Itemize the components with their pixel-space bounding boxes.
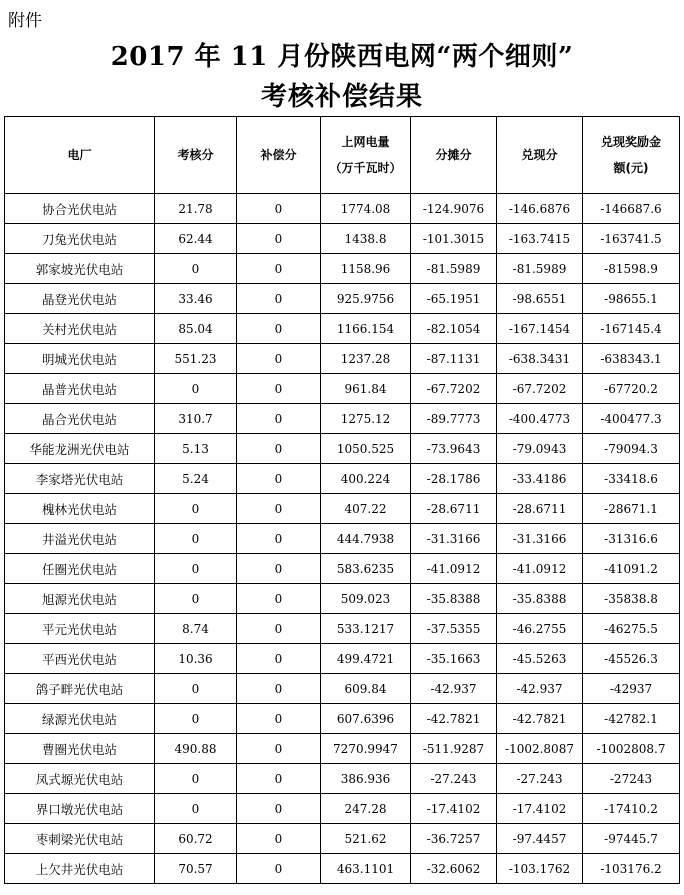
share-cell: -35.8388 (411, 584, 497, 614)
assess-cell: 33.46 (155, 284, 237, 314)
share-cell: -35.1663 (411, 644, 497, 674)
table-row (5, 224, 680, 254)
assess-cell: 10.36 (155, 644, 237, 674)
redeem-cell: -400.4773 (497, 404, 583, 434)
amount-cell: -163741.5 (583, 224, 680, 254)
header-row (5, 117, 680, 194)
table-row (5, 464, 680, 494)
table-row (5, 854, 680, 884)
header-compensate: 补偿分 (237, 117, 321, 194)
plant-name-cell: 平元光伏电站 (5, 614, 155, 644)
redeem-cell: -28.6711 (497, 494, 583, 524)
plant-name-cell: 郭家坡光伏电站 (5, 254, 155, 284)
compensate-cell: 0 (237, 254, 321, 284)
assess-cell: 0 (155, 674, 237, 704)
table-row (5, 314, 680, 344)
plant-name-cell: 界口墩光伏电站 (5, 794, 155, 824)
table-row (5, 524, 680, 554)
amount-cell: -146687.6 (583, 194, 680, 224)
share-cell: -87.1131 (411, 344, 497, 374)
table-row (5, 374, 680, 404)
table-row (5, 254, 680, 284)
assess-cell: 0 (155, 584, 237, 614)
energy-cell: 444.7938 (321, 524, 411, 554)
plant-name-cell: 关村光伏电站 (5, 314, 155, 344)
compensate-cell: 0 (237, 284, 321, 314)
assess-cell: 310.7 (155, 404, 237, 434)
compensate-cell: 0 (237, 644, 321, 674)
assess-cell: 8.74 (155, 614, 237, 644)
amount-cell: -41091.2 (583, 554, 680, 584)
redeem-cell: -31.3166 (497, 524, 583, 554)
amount-cell: -97445.7 (583, 824, 680, 854)
redeem-cell: -167.1454 (497, 314, 583, 344)
energy-cell: 386.936 (321, 764, 411, 794)
amount-cell: -46275.5 (583, 614, 680, 644)
table-row (5, 434, 680, 464)
share-cell: -89.7773 (411, 404, 497, 434)
amount-cell: -33418.6 (583, 464, 680, 494)
header-energy (321, 117, 411, 194)
energy-cell: 1050.525 (321, 434, 411, 464)
redeem-cell: -17.4102 (497, 794, 583, 824)
share-cell: -65.1951 (411, 284, 497, 314)
amount-cell: -81598.9 (583, 254, 680, 284)
energy-cell: 533.1217 (321, 614, 411, 644)
energy-cell: 509.023 (321, 584, 411, 614)
share-cell: -67.7202 (411, 374, 497, 404)
header-plant: 电厂 (5, 117, 155, 194)
plant-name-cell: 晶登光伏电站 (5, 284, 155, 314)
table-row (5, 554, 680, 584)
assess-cell: 0 (155, 524, 237, 554)
share-cell: -42.937 (411, 674, 497, 704)
amount-cell: -27243 (583, 764, 680, 794)
share-cell: -124.9076 (411, 194, 497, 224)
share-cell: -27.243 (411, 764, 497, 794)
energy-cell: 1438.8 (321, 224, 411, 254)
plant-name-cell: 明城光伏电站 (5, 344, 155, 374)
amount-cell: -35838.8 (583, 584, 680, 614)
compensate-cell: 0 (237, 794, 321, 824)
share-cell: -36.7257 (411, 824, 497, 854)
amount-cell: -42937 (583, 674, 680, 704)
plant-name-cell: 井溢光伏电站 (5, 524, 155, 554)
table-row (5, 644, 680, 674)
table-body (5, 194, 680, 884)
share-cell: -73.9643 (411, 434, 497, 464)
amount-cell: -31316.6 (583, 524, 680, 554)
share-cell: -42.7821 (411, 704, 497, 734)
table-row (5, 704, 680, 734)
amount-cell: -42782.1 (583, 704, 680, 734)
energy-cell: 463.1101 (321, 854, 411, 884)
amount-cell: -98655.1 (583, 284, 680, 314)
table-row (5, 674, 680, 704)
compensate-cell: 0 (237, 194, 321, 224)
plant-name-cell: 旭源光伏电站 (5, 584, 155, 614)
plant-name-cell: 任圈光伏电站 (5, 554, 155, 584)
redeem-cell: -79.0943 (497, 434, 583, 464)
compensate-cell: 0 (237, 224, 321, 254)
redeem-cell: -33.4186 (497, 464, 583, 494)
header-share: 分摊分 (411, 117, 497, 194)
compensate-cell: 0 (237, 614, 321, 644)
table-row (5, 194, 680, 224)
energy-cell: 1237.28 (321, 344, 411, 374)
redeem-cell: -146.6876 (497, 194, 583, 224)
energy-cell: 521.62 (321, 824, 411, 854)
table-row (5, 494, 680, 524)
header-energy-line1: 上网电量 (341, 135, 390, 149)
amount-cell: -103176.2 (583, 854, 680, 884)
redeem-cell: -67.7202 (497, 374, 583, 404)
energy-cell: 247.28 (321, 794, 411, 824)
share-cell: -511.9287 (411, 734, 497, 764)
share-cell: -28.1786 (411, 464, 497, 494)
assess-cell: 551.23 (155, 344, 237, 374)
redeem-cell: -41.0912 (497, 554, 583, 584)
document-subtitle: 考核补偿结果 (260, 82, 423, 112)
table-row (5, 794, 680, 824)
redeem-cell: -638.3431 (497, 344, 583, 374)
table-row (5, 764, 680, 794)
header-redeem: 兑现分 (497, 117, 583, 194)
share-cell: -37.5355 (411, 614, 497, 644)
compensate-cell: 0 (237, 434, 321, 464)
assess-cell: 490.88 (155, 734, 237, 764)
plant-name-cell: 鸽子畔光伏电站 (5, 674, 155, 704)
redeem-cell: -42.7821 (497, 704, 583, 734)
compensate-cell: 0 (237, 374, 321, 404)
attachment-label: 附件 (8, 11, 42, 31)
compensate-cell: 0 (237, 314, 321, 344)
header-amount-line1: 兑现奖励金 (600, 135, 661, 149)
assess-cell: 5.13 (155, 434, 237, 464)
redeem-cell: -1002.8087 (497, 734, 583, 764)
share-cell: -17.4102 (411, 794, 497, 824)
redeem-cell: -42.937 (497, 674, 583, 704)
amount-cell: -638343.1 (583, 344, 680, 374)
compensate-cell: 0 (237, 764, 321, 794)
compensate-cell: 0 (237, 674, 321, 704)
assess-cell: 0 (155, 254, 237, 284)
compensate-cell: 0 (237, 704, 321, 734)
assess-cell: 21.78 (155, 194, 237, 224)
amount-cell: -167145.4 (583, 314, 680, 344)
redeem-cell: -45.5263 (497, 644, 583, 674)
redeem-cell: -163.7415 (497, 224, 583, 254)
plant-name-cell: 刀兔光伏电站 (5, 224, 155, 254)
amount-cell: -67720.2 (583, 374, 680, 404)
energy-cell: 925.9756 (321, 284, 411, 314)
assess-cell: 0 (155, 554, 237, 584)
result-table (4, 116, 680, 884)
table-row (5, 404, 680, 434)
assess-cell: 62.44 (155, 224, 237, 254)
plant-name-cell: 晶合光伏电站 (5, 404, 155, 434)
plant-name-cell: 华能龙洲光伏电站 (5, 434, 155, 464)
redeem-cell: -97.4457 (497, 824, 583, 854)
plant-name-cell: 曹圈光伏电站 (5, 734, 155, 764)
header-amount (583, 117, 680, 194)
redeem-cell: -27.243 (497, 764, 583, 794)
plant-name-cell: 绿源光伏电站 (5, 704, 155, 734)
amount-cell: -79094.3 (583, 434, 680, 464)
compensate-cell: 0 (237, 464, 321, 494)
share-cell: -32.6062 (411, 854, 497, 884)
table-row (5, 824, 680, 854)
redeem-cell: -98.6551 (497, 284, 583, 314)
plant-name-cell: 枣刺梁光伏电站 (5, 824, 155, 854)
table-row (5, 734, 680, 764)
compensate-cell: 0 (237, 344, 321, 374)
plant-name-cell: 协合光伏电站 (5, 194, 155, 224)
compensate-cell: 0 (237, 584, 321, 614)
header-amount-line2: 额(元) (613, 161, 649, 175)
compensate-cell: 0 (237, 494, 321, 524)
assess-cell: 0 (155, 704, 237, 734)
compensate-cell: 0 (237, 404, 321, 434)
assess-cell: 0 (155, 794, 237, 824)
energy-cell: 583.6235 (321, 554, 411, 584)
amount-cell: -28671.1 (583, 494, 680, 524)
amount-cell: -17410.2 (583, 794, 680, 824)
table-row (5, 584, 680, 614)
energy-cell: 499.4721 (321, 644, 411, 674)
compensate-cell: 0 (237, 524, 321, 554)
share-cell: -28.6711 (411, 494, 497, 524)
redeem-cell: -103.1762 (497, 854, 583, 884)
plant-name-cell: 凤式塬光伏电站 (5, 764, 155, 794)
share-cell: -41.0912 (411, 554, 497, 584)
redeem-cell: -81.5989 (497, 254, 583, 284)
compensate-cell: 0 (237, 854, 321, 884)
document-title: 2017 年 11 月份陕西电网“两个细则” (110, 42, 574, 72)
plant-name-cell: 李家塔光伏电站 (5, 464, 155, 494)
share-cell: -101.3015 (411, 224, 497, 254)
share-cell: -81.5989 (411, 254, 497, 284)
redeem-cell: -35.8388 (497, 584, 583, 614)
header-assess: 考核分 (155, 117, 237, 194)
assess-cell: 0 (155, 494, 237, 524)
plant-name-cell: 平西光伏电站 (5, 644, 155, 674)
amount-cell: -400477.3 (583, 404, 680, 434)
compensate-cell: 0 (237, 824, 321, 854)
compensate-cell: 0 (237, 734, 321, 764)
plant-name-cell: 槐林光伏电站 (5, 494, 155, 524)
plant-name-cell: 上欠井光伏电站 (5, 854, 155, 884)
plant-name-cell: 晶普光伏电站 (5, 374, 155, 404)
energy-cell: 1158.96 (321, 254, 411, 284)
energy-cell: 1774.08 (321, 194, 411, 224)
energy-cell: 1166.154 (321, 314, 411, 344)
assess-cell: 5.24 (155, 464, 237, 494)
energy-cell: 609.84 (321, 674, 411, 704)
assess-cell: 0 (155, 764, 237, 794)
assess-cell: 60.72 (155, 824, 237, 854)
share-cell: -82.1054 (411, 314, 497, 344)
assess-cell: 70.57 (155, 854, 237, 884)
energy-cell: 1275.12 (321, 404, 411, 434)
energy-cell: 607.6396 (321, 704, 411, 734)
compensate-cell: 0 (237, 554, 321, 584)
table-row (5, 284, 680, 314)
energy-cell: 7270.9947 (321, 734, 411, 764)
assess-cell: 85.04 (155, 314, 237, 344)
energy-cell: 407.22 (321, 494, 411, 524)
amount-cell: -45526.3 (583, 644, 680, 674)
table-row (5, 344, 680, 374)
amount-cell: -1002808.7 (583, 734, 680, 764)
energy-cell: 400.224 (321, 464, 411, 494)
share-cell: -31.3166 (411, 524, 497, 554)
assess-cell: 0 (155, 374, 237, 404)
header-energy-line2: （万千瓦时） (329, 161, 402, 175)
table-row (5, 614, 680, 644)
energy-cell: 961.84 (321, 374, 411, 404)
redeem-cell: -46.2755 (497, 614, 583, 644)
